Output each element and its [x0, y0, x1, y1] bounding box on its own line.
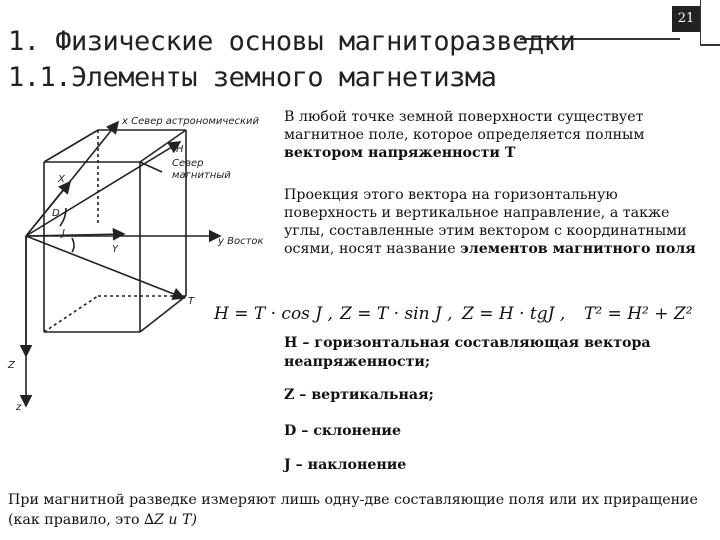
angle-arc-D: [60, 208, 66, 226]
vector-H: [26, 142, 180, 236]
paragraph-projection-text: Проекция этого вектора на горизонтальную поверхность и вертикальное направление, а также углы, составленные этим вектором с координатными осями, носят название: [284, 187, 687, 257]
formula-Z-tg: Z = H · tgJ ,: [462, 304, 566, 324]
header-vertical-rule: [700, 0, 701, 46]
slide-number: 21: [672, 6, 700, 32]
slide-title-line1: 1. Физические основы магниторазведки: [8, 26, 576, 57]
label-y-axis: y Восток: [218, 236, 264, 247]
label-J: J: [62, 228, 65, 239]
formula-Z-sin: Z = T · sin J ,: [340, 304, 453, 324]
north-magnetic-pointer: [140, 162, 162, 172]
label-Y: Y: [112, 244, 119, 255]
label-north: Север: [172, 158, 204, 169]
formula-T-squared: T² = H² + Z²: [584, 304, 693, 324]
paragraph-field-intro-bold: вектором напряженности T: [284, 145, 516, 161]
box-bottom-left: [44, 296, 98, 332]
label-X: X: [58, 174, 65, 185]
paragraph-projection: [284, 186, 714, 258]
slide-title-line2: 1.1.Элементы земного магнетизма: [8, 62, 497, 93]
label-magnetic: магнитный: [172, 170, 231, 181]
list-item-H: H – горизонтальная составляющая вектора неапряженности;: [284, 335, 651, 370]
label-x-axis: x Север астрономический: [122, 116, 260, 127]
paragraph-field-intro-text: В любой точке земной поверхности существует магнитное поле, которое определяется полным: [284, 109, 645, 143]
angle-arc-J: [72, 238, 74, 252]
list-item-J: J – наклонение: [284, 457, 407, 473]
label-T: T: [188, 296, 195, 307]
vector-T: [26, 236, 184, 298]
paragraph-field-intro: [284, 108, 714, 162]
paragraph-projection-bold: элементов магнитного поля: [460, 241, 696, 257]
header-rule-short: [700, 44, 720, 46]
list-item-D: D – склонение: [284, 423, 401, 439]
footer-note-text: При магнитной разведке измеряют лишь одну-две составляющие поля или их приращение (как правило, это: [8, 492, 698, 528]
formula-H: H = T · cos J ,: [214, 304, 333, 324]
label-D: D: [52, 208, 60, 219]
label-Z-vector: Z: [8, 360, 15, 371]
list-item-Z: Z – вертикальная;: [284, 387, 434, 403]
label-z-axis: z: [16, 402, 22, 413]
footer-note: [8, 490, 708, 530]
magnetic-field-diagram: [0, 106, 284, 426]
footer-note-italic: ∆Z и T): [144, 512, 198, 528]
label-H: H: [176, 144, 184, 155]
box-bottom-right: [140, 296, 186, 332]
formula-row: [214, 298, 714, 330]
